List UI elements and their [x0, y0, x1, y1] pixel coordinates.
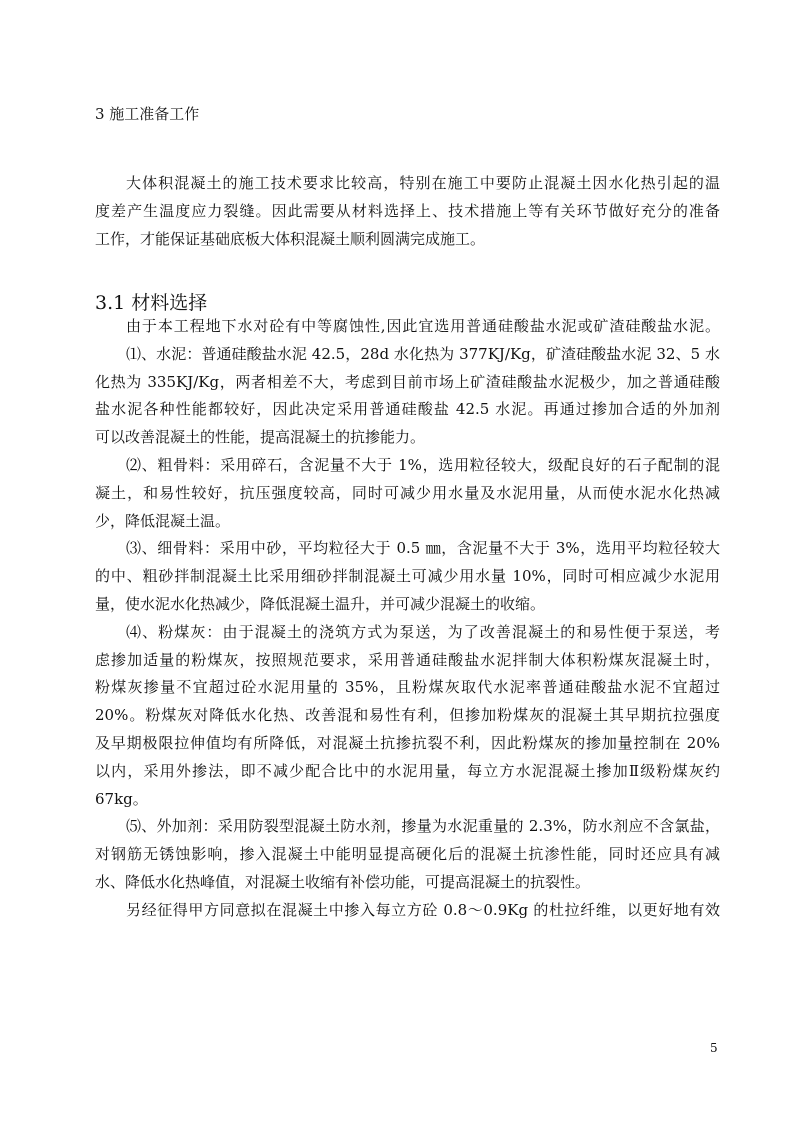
text-line: 化热为 335KJ/Kg，两者相差不大，考虑到目前市场上矿渣硅酸盐水泥极少，加之普通硅酸 — [95, 372, 720, 391]
text-line: 盐水泥各种性能都较好，因此决定采用普通硅酸盐 42.5 水泥。再通过掺加合适的外加剂 — [95, 400, 720, 419]
text-line: 少，降低混凝土温。 — [95, 511, 231, 530]
text-line: 凝土，和易性较好，抗压强度较高，同时可减少用水量及水泥用量，从而使水泥水化热减 — [95, 483, 720, 502]
text-line: 度差产生温度应力裂缝。因此需要从材料选择上、技术措施上等有关环节做好充分的准备 — [95, 202, 720, 220]
text-line: ⑴、水泥：普通硅酸盐水泥 42.5，28d 水化热为 377KJ/Kg，矿渣硅酸盐水泥 32、5 水 — [126, 344, 720, 363]
text-line: 可以改善混凝土的性能，提高混凝土的抗掺能力。 — [95, 428, 426, 447]
text-line: 水、降低水化热峰值，对混凝土收缩有补偿功能，可提高混凝土的抗裂性。 — [95, 873, 591, 891]
text-line: ⑵、粗骨料：采用碎石，含泥量不大于 1%，选用粒径较大，级配良好的石子配制的混 — [126, 456, 720, 474]
text-line: 工作，才能保证基础底板大体积混凝土顺利圆满完成施工。 — [95, 230, 486, 248]
section-heading: 3.1 材料选择 — [95, 292, 208, 314]
text-line: 对钢筋无锈蚀影响，掺入混凝土中能明显提高硬化后的混凝土抗渗性能，同时还应具有减 — [95, 845, 720, 864]
text-line: 量，使水泥水化热减少，降低混凝土温升，并可减少混凝土的收缩。 — [95, 595, 546, 613]
chapter-heading: 3 施工准备工作 — [95, 105, 200, 123]
text-line: 20%。粉煤灰对降低水化热、改善混和易性有利，但掺加粉煤灰的混凝土其早期抗拉强度 — [95, 706, 720, 725]
text-line: 另经征得甲方同意拟在混凝土中掺入每立方砼 0.8～0.9Kg 的杜拉纤维，以更好地有效 — [126, 900, 720, 919]
text-line: 以内，采用外掺法，即不减少配合比中的水泥用量，每立方水泥混凝土掺加Ⅱ级粉煤灰约 — [95, 761, 720, 780]
text-line: ⑷、粉煤灰：由于混凝土的浇筑方式为泵送，为了改善混凝土的和易性便于泵送，考 — [126, 622, 720, 641]
text-line: 虑掺加适量的粉煤灰，按照规范要求，采用普通硅酸盐水泥拌制大体积粉煤灰混凝土时， — [95, 650, 720, 669]
text-line: ⑸、外加剂：采用防裂型混凝土防水剂，掺量为水泥重量的 2.3%，防水剂应不含氯盐， — [126, 817, 720, 836]
text-line: 及早期极限拉伸值均有所降低，对混凝土抗掺抗裂不利，因此粉煤灰的掺加量控制在 20% — [95, 734, 720, 752]
text-line: 的中、粗砂拌制混凝土比采用细砂拌制混凝土可减少用水量 10%，同时可相应减少水泥用 — [95, 567, 720, 586]
text-line: 粉煤灰掺量不宜超过砼水泥用量的 35%，且粉煤灰取代水泥率普通硅酸盐水泥不宜超过 — [95, 678, 720, 697]
page-number: 5 — [710, 1041, 718, 1055]
text-line: 大体积混凝土的施工技术要求比较高，特别在施工中要防止混凝土因水化热引起的温 — [126, 174, 720, 192]
text-line: 67kg。 — [95, 789, 148, 808]
text-line: 由于本工程地下水对砼有中等腐蚀性,因此宜选用普通硅酸盐水泥或矿渣硅酸盐水泥。 — [126, 317, 720, 335]
text-line: ⑶、细骨料：采用中砂，平均粒径大于 0.5 ㎜，含泥量不大于 3%，选用平均粒径较大 — [126, 539, 720, 558]
